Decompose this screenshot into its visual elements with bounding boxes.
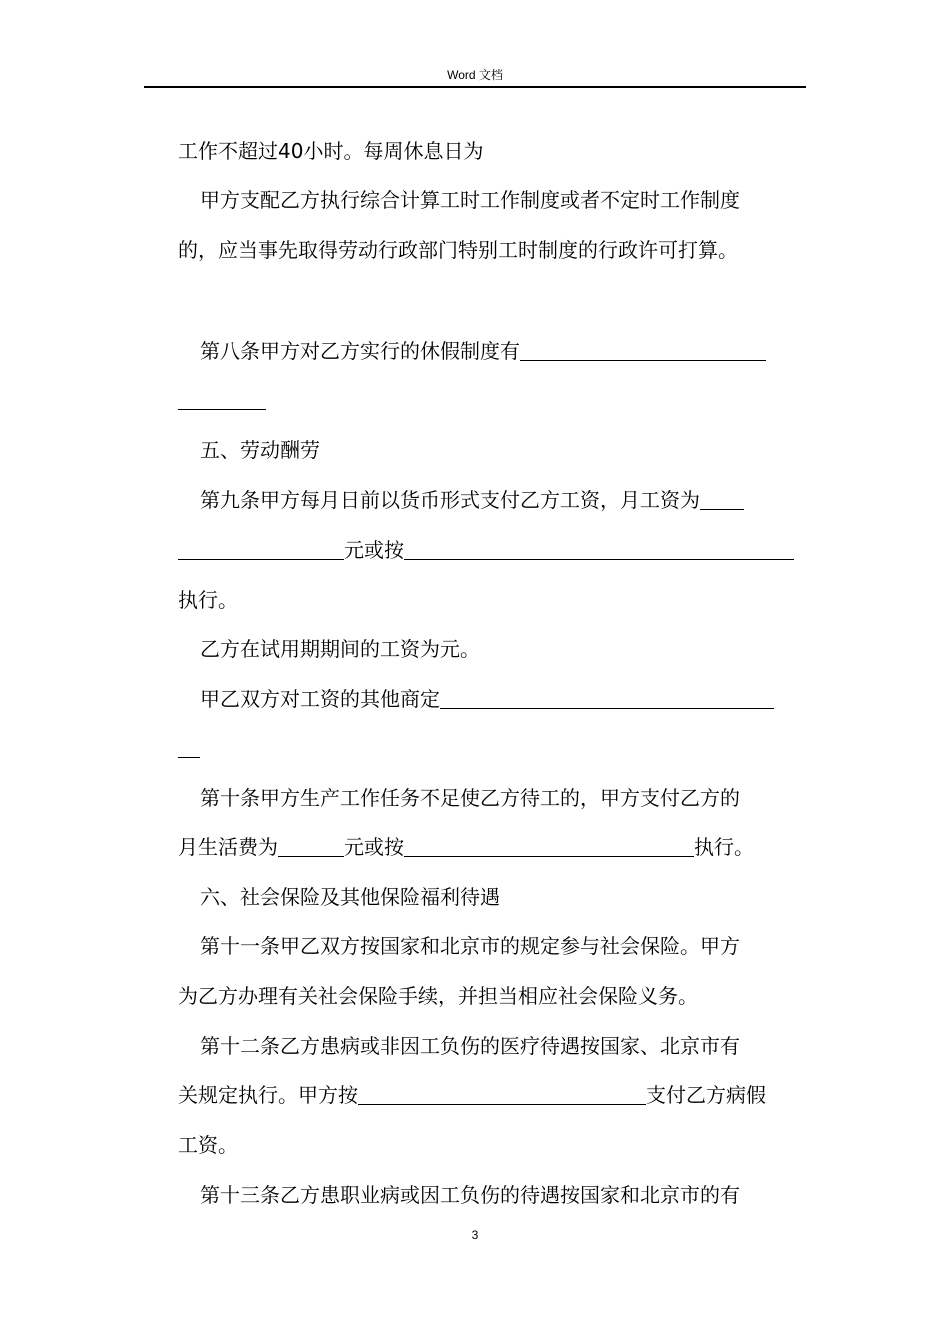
page-number: 3 — [471, 1228, 479, 1242]
blank-line — [700, 487, 744, 510]
paragraph-line — [178, 833, 802, 861]
paragraph-line — [200, 486, 802, 514]
blank-line — [178, 735, 200, 758]
paragraph-line: 第十条甲方生产工作任务不足使乙方待工的，甲方支付乙方的 — [200, 786, 740, 810]
paragraph-text: 月生活费为 — [178, 835, 278, 859]
paragraph-line — [178, 1081, 802, 1109]
blank-line — [278, 834, 344, 857]
paragraph-text: 关规定执行。甲方按 — [178, 1083, 358, 1107]
paragraph-text: 执行。 — [694, 835, 754, 859]
paragraph-text: 支付乙方病假 — [646, 1083, 766, 1107]
paragraph-line: 第十二条乙方患病或非因工负伤的医疗待遇按国家、北京市有 — [200, 1034, 740, 1058]
paragraph-line: 的，应当事先取得劳动行政部门特别工时制度的行政许可打算。 — [178, 238, 738, 262]
paragraph-line — [178, 536, 802, 564]
blank-line — [404, 537, 794, 560]
blank-line — [178, 537, 344, 560]
paragraph-line: 第十三条乙方患职业病或因工负伤的待遇按国家和北京市的有 — [200, 1183, 740, 1207]
paragraph-line: 为乙方办理有关社会保险手续，并担当相应社会保险义务。 — [178, 984, 698, 1008]
paragraph-line: 第十一条甲乙双方按国家和北京市的规定参与社会保险。甲方 — [200, 934, 740, 958]
paragraph-line: 工作不超过40小时。每周休息日为 — [178, 139, 484, 163]
paragraph-line — [200, 337, 802, 365]
paragraph-text: 元或按 — [344, 538, 404, 562]
section-heading: 六、社会保险及其他保险福利待遇 — [200, 885, 500, 909]
paragraph-text: 甲乙双方对工资的其他商定 — [200, 687, 440, 711]
blank-line — [520, 338, 766, 361]
paragraph-line: 工资。 — [178, 1133, 238, 1157]
header-divider — [144, 86, 806, 88]
paragraph-line — [178, 386, 802, 414]
blank-line — [178, 387, 266, 410]
paragraph-text: 元或按 — [344, 835, 404, 859]
paragraph-line — [200, 685, 802, 713]
blank-line — [440, 686, 774, 709]
paragraph-text: 第八条甲方对乙方实行的休假制度有 — [200, 339, 520, 363]
blank-line — [404, 834, 694, 857]
paragraph-line: 乙方在试用期期间的工资为元。 — [200, 637, 480, 661]
page-header: Word 文档 — [447, 68, 503, 82]
blank-line — [358, 1082, 646, 1105]
section-heading: 五、劳动酬劳 — [200, 438, 320, 462]
paragraph-line: 执行。 — [178, 588, 238, 612]
paragraph-line — [178, 734, 802, 762]
paragraph-text: 第九条甲方每月日前以货币形式支付乙方工资，月工资为 — [200, 488, 700, 512]
paragraph-line: 甲方支配乙方执行综合计算工时工作制度或者不定时工作制度 — [200, 188, 740, 212]
